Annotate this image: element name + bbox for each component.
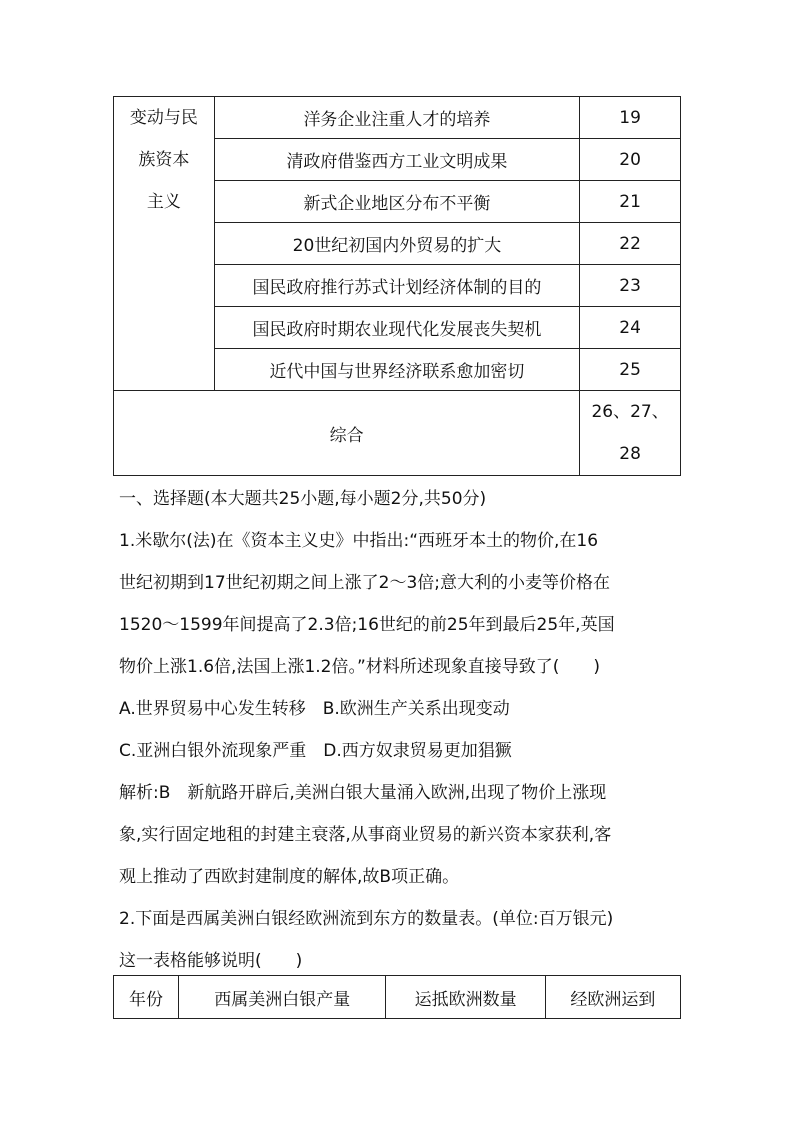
table-header-cell: 运抵欧洲数量 — [386, 976, 545, 1019]
summary-numbers-cell — [580, 391, 681, 476]
analysis-line: 象,实行固定地租的封建主衰落,从事商业贸易的新兴资本家获利,客 — [119, 825, 612, 845]
question-number-cell: 23 — [580, 265, 681, 307]
table-header-cell: 西属美洲白银产量 — [179, 976, 386, 1019]
section-title: 一、选择题(本大题共25小题,每小题2分,共50分) — [119, 489, 487, 509]
category-line: 主义 — [146, 192, 181, 212]
question-number-cell: 20 — [580, 139, 681, 181]
analysis-line: 解析:B 新航路开辟后,美洲白银大量涌入欧洲,出现了物价上涨现 — [119, 783, 607, 803]
category-line: 变动与民 — [129, 108, 198, 128]
topic-cell: 20世纪初国内外贸易的扩大 — [214, 223, 580, 265]
summary-number-line: 28 — [619, 444, 641, 464]
question-number-cell: 19 — [580, 97, 681, 139]
table-header-cell: 经欧洲运到 — [545, 976, 680, 1019]
question-text-line: 物价上涨1.6倍,法国上涨1.2倍。”材料所述现象直接导致了( ) — [119, 657, 601, 677]
category-line: 族资本 — [138, 150, 190, 170]
question-number-cell: 21 — [580, 181, 681, 223]
options-line: C.亚洲白银外流现象严重 D.西方奴隶贸易更加猖獗 — [119, 741, 512, 761]
question-text-line: 1520～1599年间提高了2.3倍;16世纪的前25年到最后25年,英国 — [119, 615, 615, 635]
summary-number-line: 26、27、 — [591, 402, 669, 422]
question-text-line: 2.下面是西属美洲白银经欧洲流到东方的数量表。(单位:百万银元) — [119, 909, 614, 929]
topic-cell: 近代中国与世界经济联系愈加密切 — [214, 349, 580, 391]
table-header-cell: 年份 — [114, 976, 179, 1019]
topic-table — [113, 96, 681, 476]
topic-cell: 清政府借鉴西方工业文明成果 — [214, 139, 580, 181]
topic-cell: 新式企业地区分布不平衡 — [214, 181, 580, 223]
category-cell — [114, 97, 215, 391]
topic-cell: 国民政府时期农业现代化发展丧失契机 — [214, 307, 580, 349]
topic-cell: 洋务企业注重人才的培养 — [214, 97, 580, 139]
question-1-stem — [119, 520, 679, 982]
topic-cell: 国民政府推行苏式计划经济体制的目的 — [214, 265, 580, 307]
question-text-line: 世纪初期到17世纪初期之间上涨了2～3倍;意大利的小麦等价格在 — [119, 573, 610, 593]
options-line: A.世界贸易中心发生转移 B.欧洲生产关系出现变动 — [119, 699, 510, 719]
question-text-line: 这一表格能够说明( ) — [119, 951, 303, 971]
summary-label-cell: 综合 — [114, 391, 580, 476]
question-number-cell: 24 — [580, 307, 681, 349]
analysis-line: 观上推动了西欧封建制度的解体,故B项正确。 — [119, 867, 460, 887]
question-number-cell: 22 — [580, 223, 681, 265]
silver-table — [113, 975, 681, 1019]
question-text-line: 1.米歇尔(法)在《资本主义史》中指出:“西班牙本土的物价,在16 — [119, 531, 599, 551]
question-number-cell: 25 — [580, 349, 681, 391]
